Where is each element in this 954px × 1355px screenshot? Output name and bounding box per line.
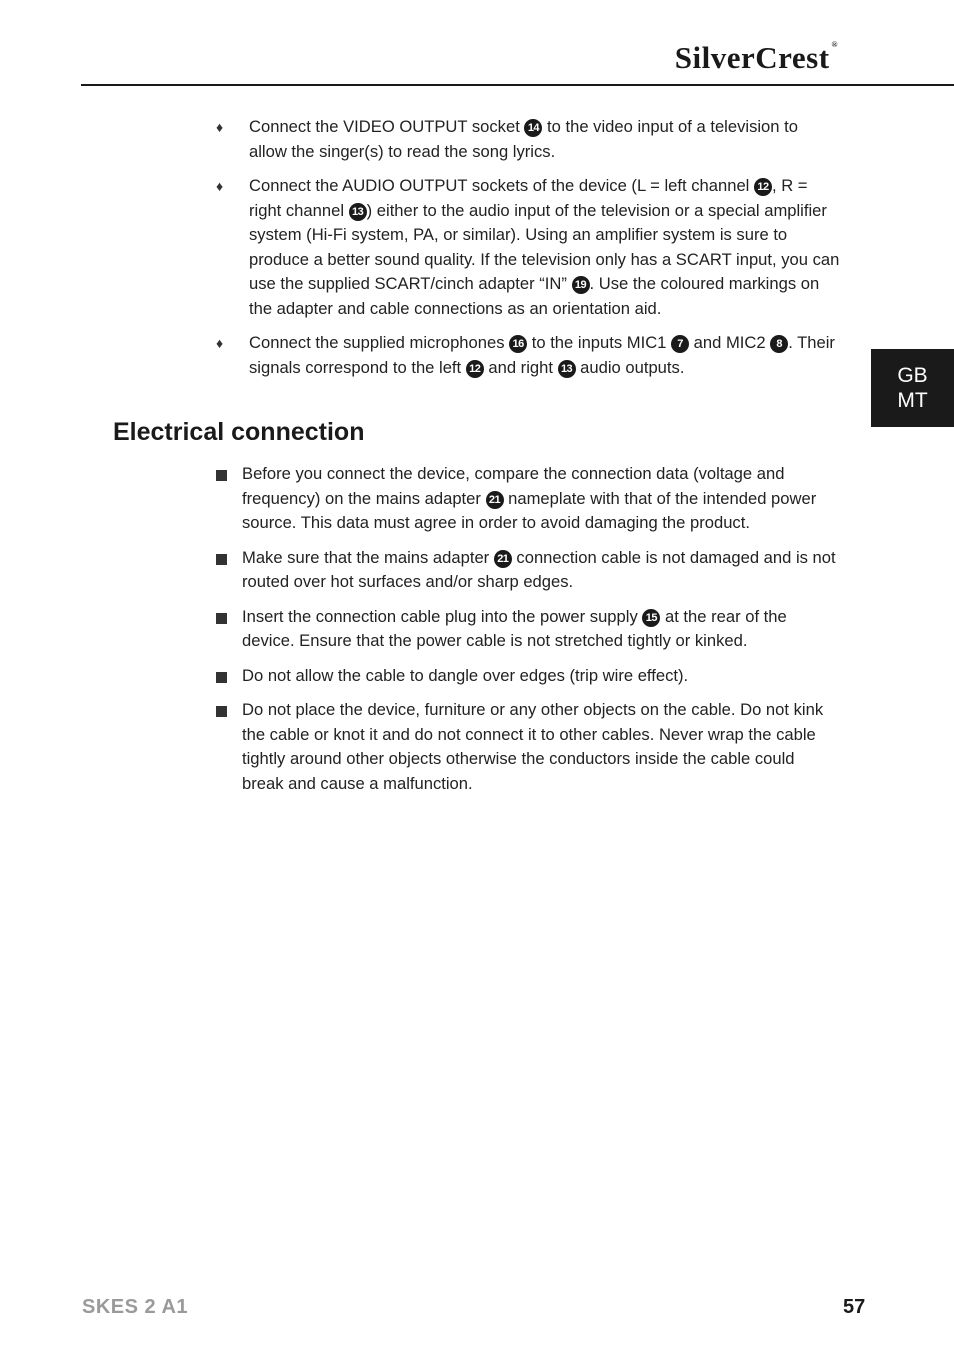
list-item: Make sure that the mains adapter 21 connection cable is not damaged and is not routed over hot surfaces and/or sharp edges. [216,546,840,595]
square-bullet-icon [216,554,227,565]
diamond-bullet-icon: ♦ [216,119,224,135]
callout-number: 21 [486,491,504,509]
callout-number: 13 [558,360,576,378]
list-item: ♦ Connect the AUDIO OUTPUT sockets of the device (L = left channel 12 , R = right channel 13 ) either to the audio input of the television or a special amplifier system (Hi-Fi system, PA, or similar). Using an amplifier system is sure to produce a better sound quality. If the television only has a SCART input, you can use the supplied SCART/cinch adapter “IN” 19 . Use the coloured markings on the adapter and cable connections as an orientation aid. [216,176,840,318]
registered-mark: ® [831,40,838,49]
square-bullet-icon [216,613,227,624]
brand-name: SilverCrest [674,40,830,75]
square-bullet-icon [216,672,227,683]
connection-list [216,115,840,380]
callout-number: 14 [524,119,542,137]
electrical-list [216,462,840,796]
square-bullet-icon [216,470,227,481]
list-item: ♦ Connect the supplied microphones 16 to the inputs MIC1 7 and MIC2 8 . Their signals correspond to the left 12 and right 13 audio outputs. [216,333,835,377]
language-code-gb: GB [897,364,928,387]
callout-number: 15 [642,609,660,627]
list-item: ♦ Connect the VIDEO OUTPUT socket 14 to the video input of a television to allow the singer(s) to read the song lyrics. [216,117,798,161]
list-item: Do not place the device, furniture or any other objects on the cable. Do not kink the cable or knot it and do not connect it to other cables. Never wrap the cable tightly around other objects otherwise the conductors inside the cable could break and cause a malfunction. [216,698,840,796]
callout-number: 12 [754,178,772,196]
callout-number: 13 [349,203,367,221]
diamond-bullet-icon: ♦ [216,335,224,351]
list-item: Do not allow the cable to dangle over edges (trip wire effect). [216,664,840,689]
list-item: Before you connect the device, compare the connection data (voltage and frequency) on the mains adapter 21 nameplate with that of the intended power source. This data must agree in order to avoid damaging the product. [216,462,840,536]
brand-logo [675,40,838,76]
callout-number: 16 [509,335,527,353]
callout-number: 7 [671,335,689,353]
square-bullet-icon [216,706,227,717]
language-code-mt: MT [897,389,928,412]
callout-number: 8 [770,335,788,353]
list-item: Insert the connection cable plug into the power supply 15 at the rear of the device. Ensure that the power cable is not stretched tightly or kinked. [216,605,840,654]
callout-number: 19 [572,276,590,294]
header-rule [81,84,954,86]
callout-number: 21 [494,550,512,568]
language-tab [871,349,954,427]
callout-number: 12 [466,360,484,378]
diamond-bullet-icon: ♦ [216,178,224,194]
section-title: Electrical connection [113,418,365,446]
page-number: 57 [843,1296,866,1318]
footer-model: SKES 2 A1 [82,1296,189,1318]
